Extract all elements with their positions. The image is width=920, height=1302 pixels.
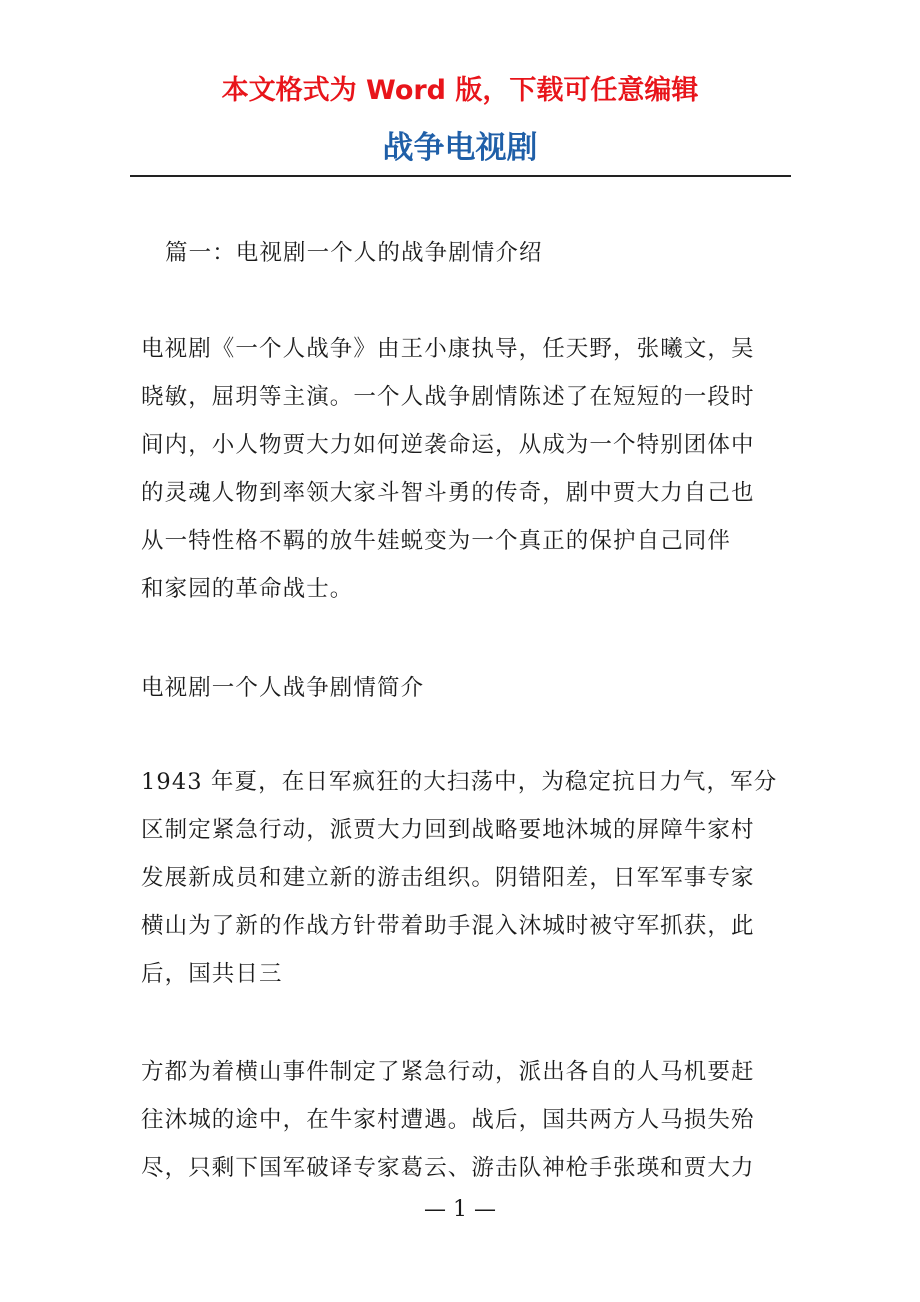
paragraph-line: 尽，只剩下国军破译专家葛云、游击队神枪手张瑛和贾大力 (141, 1155, 755, 1181)
document-title: 战争电视剧 (382, 130, 538, 166)
paragraph-line: 后，国共日三 (141, 961, 283, 987)
paragraph-line: 发展新成员和建立新的游击组织。阴错阳差，日军军事专家 (141, 865, 755, 891)
paragraph-line: 和家园的革命战士。 (141, 576, 354, 602)
title-divider (130, 175, 791, 177)
section-heading: 篇一：电视剧一个人的战争剧情介绍 (165, 240, 543, 266)
paragraph-line: 区制定紧急行动，派贾大力回到战略要地沐城的屏障牛家村 (141, 817, 755, 843)
paragraph-line: 1943 年夏，在日军疯狂的大扫荡中，为稳定抗日力气，军分 (141, 769, 778, 795)
page-number: — 1 — (424, 1197, 496, 1222)
paragraph-line: 方都为着横山事件制定了紧急行动，派出各自的人马机要赶 (141, 1059, 755, 1085)
paragraph-line: 横山为了新的作战方针带着助手混入沐城时被守军抓获，此 (141, 913, 755, 939)
format-notice-banner: 本文格式为 Word 版，下载可任意编辑 (221, 75, 699, 106)
paragraph-line: 晓敏，屈玥等主演。一个人战争剧情陈述了在短短的一段时 (141, 384, 755, 410)
paragraph-line: 从一特性格不羁的放牛娃蜕变为一个真正的保护自己同伴 (141, 528, 732, 554)
paragraph-line: 电视剧《一个人战争》由王小康执导，任天野，张曦文，吴 (141, 336, 755, 362)
subheading: 电视剧一个人战争剧情简介 (141, 675, 425, 701)
paragraph-line: 间内，小人物贾大力如何逆袭命运，从成为一个特别团体中 (141, 432, 755, 458)
paragraph-line: 的灵魂人物到率领大家斗智斗勇的传奇，剧中贾大力自己也 (141, 480, 755, 506)
paragraph-line: 往沐城的途中，在牛家村遭遇。战后，国共两方人马损失殆 (141, 1107, 755, 1133)
